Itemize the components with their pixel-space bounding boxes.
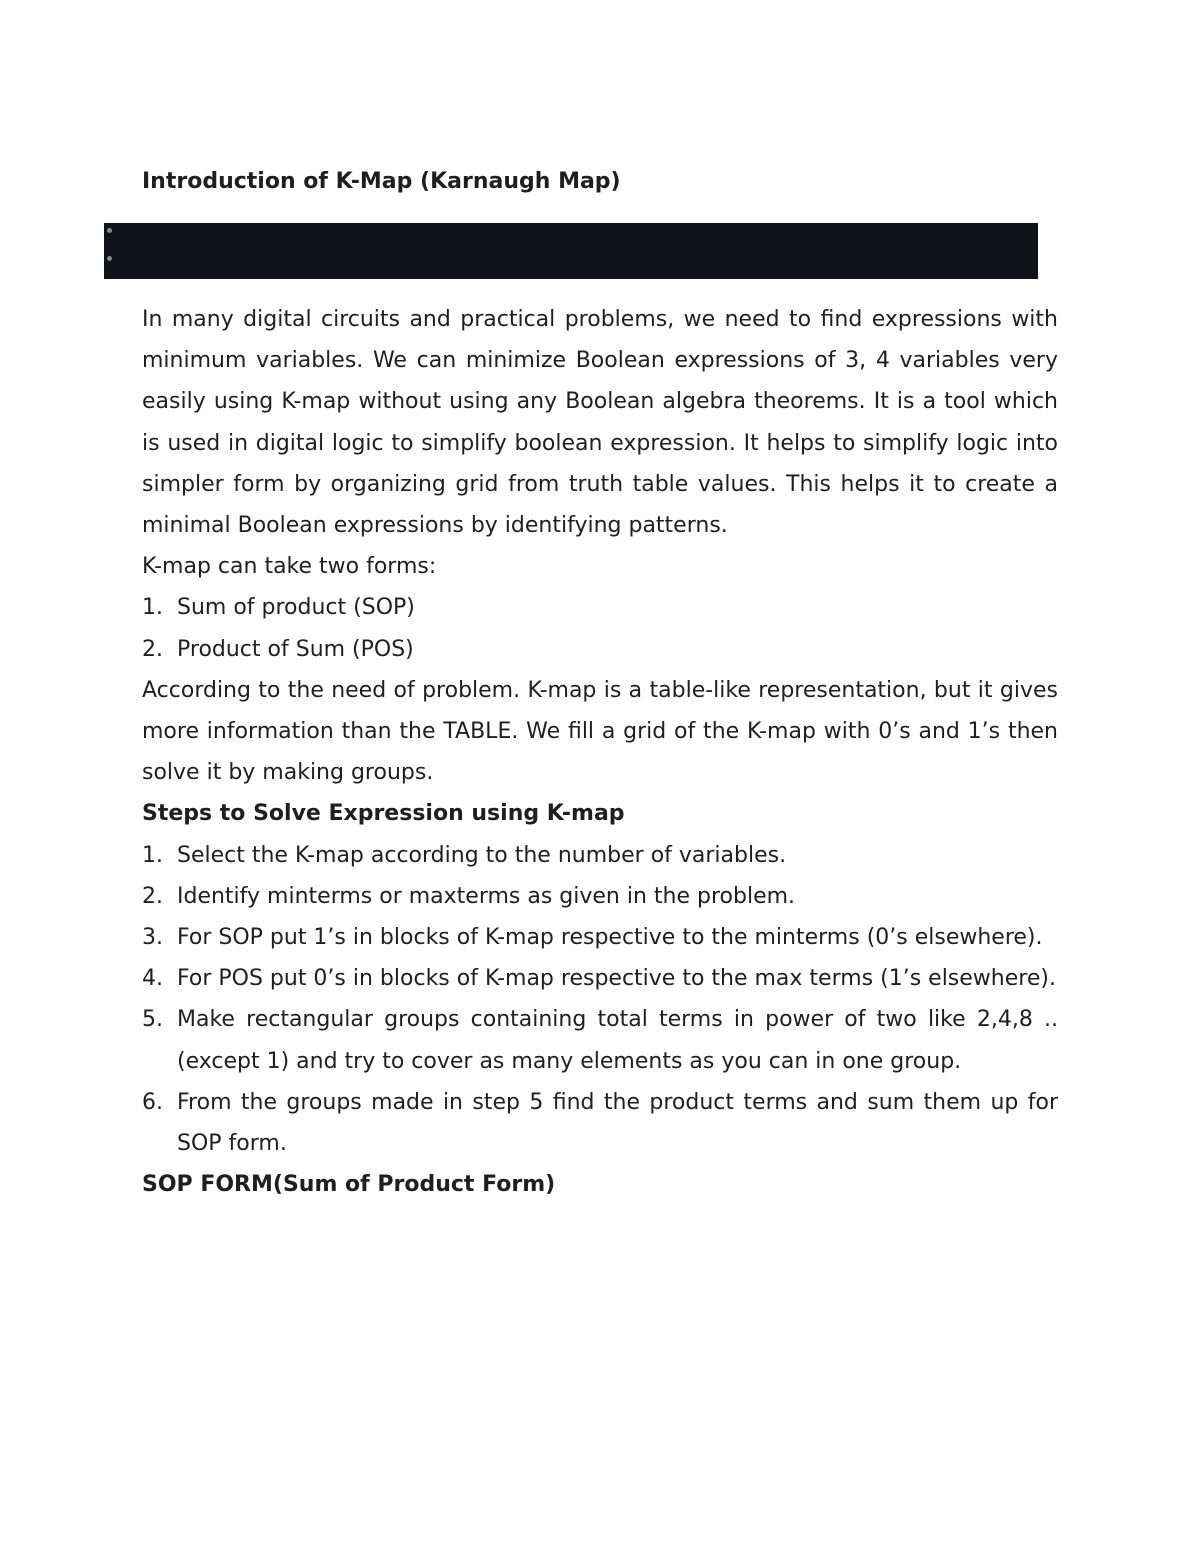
forms-label: K-map can take two forms:: [142, 554, 437, 580]
list-item-text: From the groups made in step 5 find the product terms and sum them up for SOP form.: [177, 1089, 1058, 1157]
bullet-dot-icon: [107, 228, 112, 233]
list-item-number: 6.: [142, 1089, 163, 1115]
steps-list: [142, 835, 1058, 1165]
list-item-number: 3.: [142, 925, 163, 951]
list-item-text: Identify minterms or maxterms as given in the problem.: [177, 883, 796, 909]
according-paragraph: According to the need of problem. K-map is a table-like representation, but it gives more information than the TABLE. We fill a grid of the K-map with 0’s and 1’s then solve it by making groups.: [142, 677, 1058, 786]
list-item-text: Sum of product (SOP): [177, 595, 415, 621]
embedded-media-banner: [104, 223, 1038, 279]
steps-heading: Steps to Solve Expression using K-map: [142, 801, 625, 827]
list-item-number: 1.: [142, 595, 163, 621]
list-item-number: 2.: [142, 883, 163, 909]
bullet-dot-icon: [107, 256, 112, 261]
list-item: [142, 587, 1058, 628]
list-item-text: Select the K-map according to the number of variables.: [177, 842, 787, 868]
list-item: [142, 876, 1058, 917]
page-title: Introduction of K-Map (Karnaugh Map): [142, 169, 621, 194]
list-item-number: 1.: [142, 842, 163, 868]
intro-paragraph: In many digital circuits and practical problems, we need to find expressions with minimum variables. We can minimize Boolean expressions of 3, 4 variables very easily using K-map without using any Boolean algebra theorems. It is a tool which is used in digital logic to simplify boolean expression. It helps to simplify logic into simpler form by organizing grid from truth table values. This helps it to create a minimal Boolean expressions by identifying patterns.: [142, 307, 1058, 539]
list-item-number: 4.: [142, 966, 163, 992]
forms-list: [142, 587, 1058, 669]
list-item: [142, 999, 1058, 1081]
list-item: [142, 835, 1058, 876]
list-item: [142, 917, 1058, 958]
list-item-text: For SOP put 1’s in blocks of K-map respective to the minterms (0’s elsewhere).: [177, 925, 1043, 951]
list-item: [142, 1082, 1058, 1164]
list-item-number: 5.: [142, 1007, 163, 1033]
list-item: [142, 629, 1058, 670]
document-body: [142, 299, 1058, 1205]
list-item: [142, 958, 1058, 999]
list-item-text: For POS put 0’s in blocks of K-map respective to the max terms (1’s elsewhere).: [177, 966, 1056, 992]
list-item-number: 2.: [142, 636, 163, 662]
sop-heading: SOP FORM(Sum of Product Form): [142, 1172, 556, 1198]
list-item-text: Make rectangular groups containing total terms in power of two like 2,4,8 ..(except 1) and try to cover as many elements as you can in one group.: [177, 1007, 1058, 1074]
list-item-text: Product of Sum (POS): [177, 636, 414, 662]
